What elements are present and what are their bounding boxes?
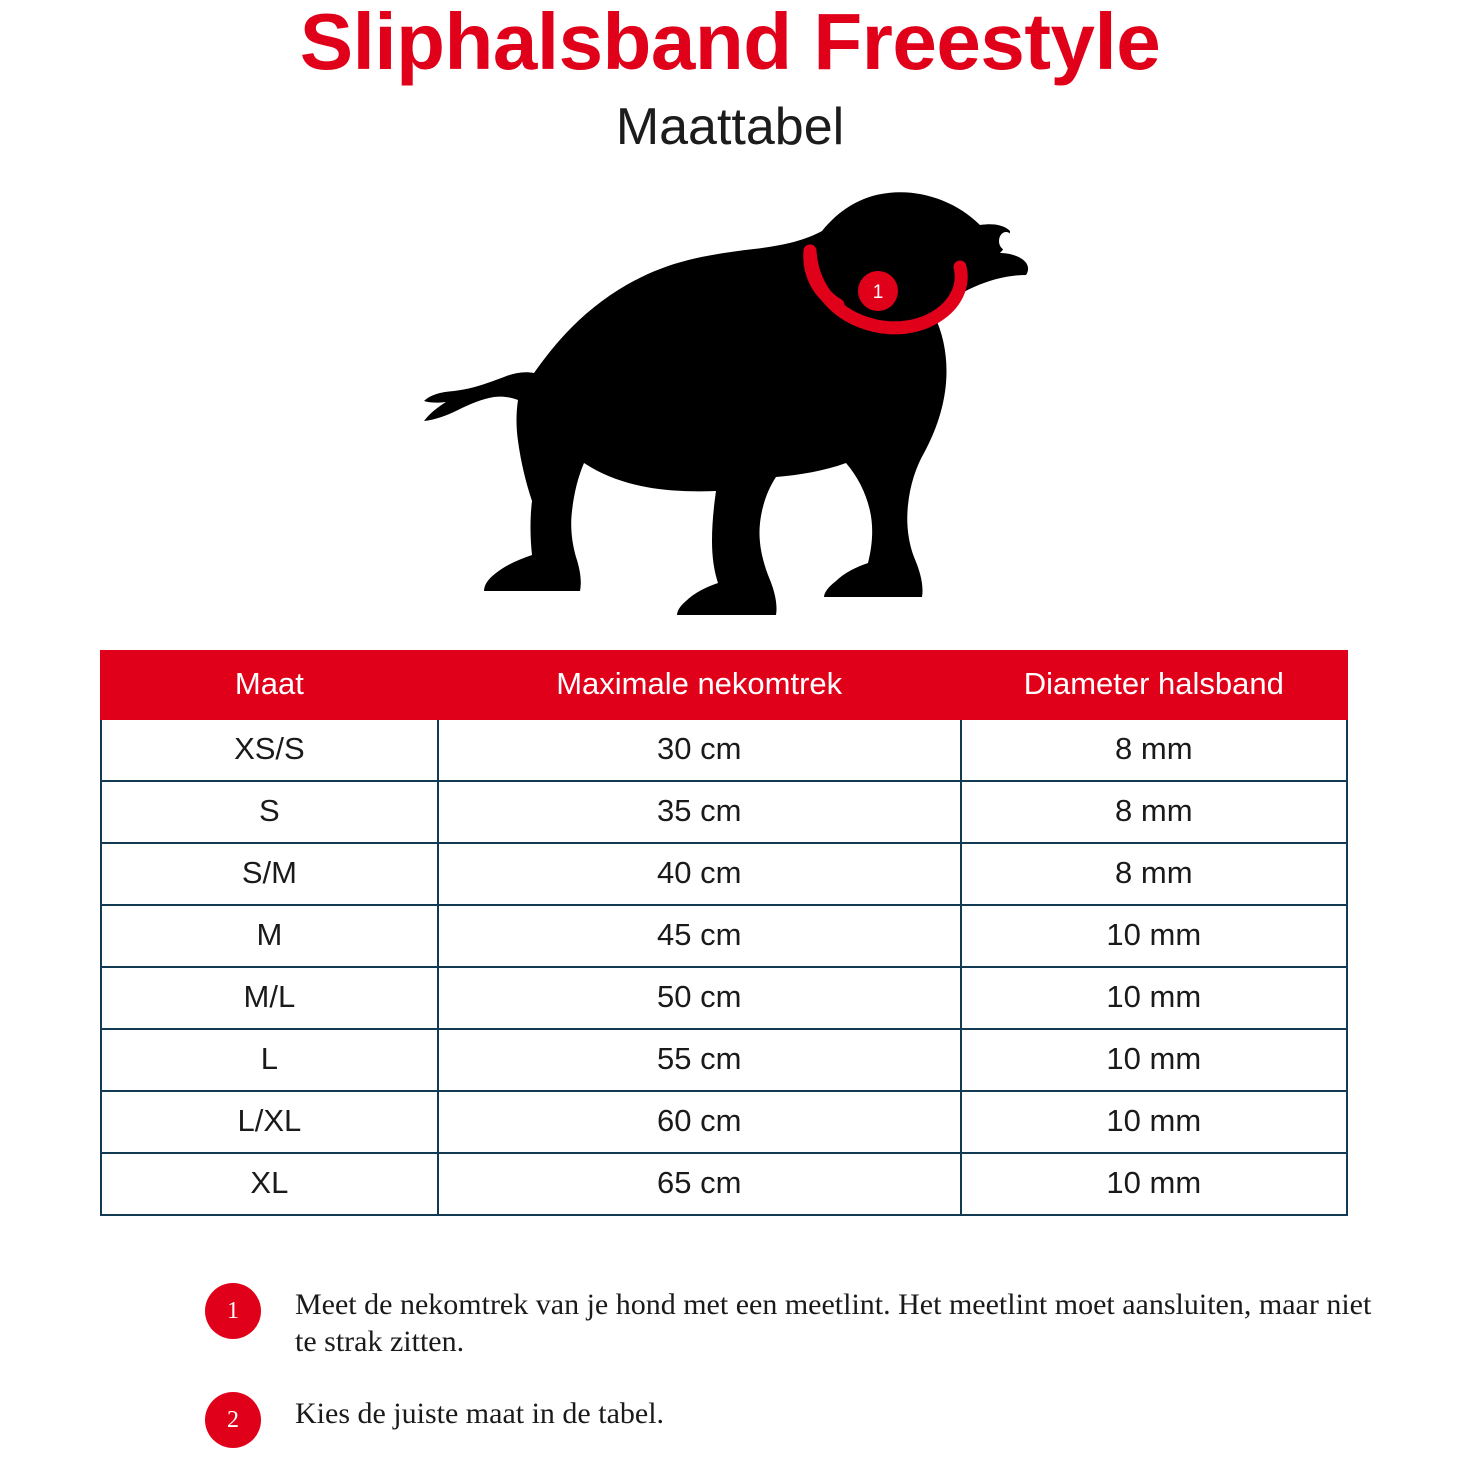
table-row bbox=[101, 905, 1347, 967]
size-table bbox=[100, 650, 1348, 1216]
page-subtitle: Maattabel bbox=[615, 98, 845, 156]
cell-neck: 35 cm bbox=[438, 781, 961, 843]
svg-text:1: 1 bbox=[872, 281, 884, 303]
page-title: Sliphalsband Freestyle bbox=[299, 0, 1161, 86]
cell-neck: 30 cm bbox=[438, 719, 961, 781]
table-header-row bbox=[101, 651, 1347, 719]
cell-size: S/M bbox=[101, 843, 438, 905]
table-row bbox=[101, 719, 1347, 781]
dog-silhouette-icon bbox=[420, 145, 1040, 615]
table-row bbox=[101, 781, 1347, 843]
cell-diameter: 8 mm bbox=[961, 781, 1347, 843]
cell-diameter: 10 mm bbox=[961, 967, 1347, 1029]
table-header-size: Maat bbox=[101, 651, 438, 719]
cell-neck: 50 cm bbox=[438, 967, 961, 1029]
cell-diameter: 10 mm bbox=[961, 1153, 1347, 1215]
cell-diameter: 8 mm bbox=[961, 843, 1347, 905]
step-text-1: Meet de nekomtrek van je hond met een meetlint. Het meetlint moet aansluiten, maar niet te strak zitten. bbox=[295, 1288, 1372, 1358]
step-text-2: Kies de juiste maat in de tabel. bbox=[295, 1397, 665, 1431]
table-header-neck: Maximale nekomtrek bbox=[438, 651, 961, 719]
cell-diameter: 10 mm bbox=[961, 905, 1347, 967]
table-row bbox=[101, 1153, 1347, 1215]
table-header-diameter: Diameter halsband bbox=[961, 651, 1347, 719]
cell-size: M bbox=[101, 905, 438, 967]
cell-neck: 65 cm bbox=[438, 1153, 961, 1215]
cell-size: L bbox=[101, 1029, 438, 1091]
cell-neck: 40 cm bbox=[438, 843, 961, 905]
cell-neck: 45 cm bbox=[438, 905, 961, 967]
size-table-container bbox=[100, 650, 1348, 1216]
cell-size: M/L bbox=[101, 967, 438, 1029]
instructions-list bbox=[205, 1283, 1385, 1480]
cell-size: XS/S bbox=[101, 719, 438, 781]
cell-diameter: 10 mm bbox=[961, 1029, 1347, 1091]
table-row bbox=[101, 843, 1347, 905]
step-badge-2: 2 bbox=[205, 1392, 261, 1448]
dog-illustration bbox=[0, 145, 1460, 615]
cell-neck: 55 cm bbox=[438, 1029, 961, 1091]
cell-neck: 60 cm bbox=[438, 1091, 961, 1153]
table-row bbox=[101, 1029, 1347, 1091]
cell-size: L/XL bbox=[101, 1091, 438, 1153]
list-item bbox=[205, 1283, 1385, 1360]
table-row bbox=[101, 1091, 1347, 1153]
cell-size: S bbox=[101, 781, 438, 843]
table-row bbox=[101, 967, 1347, 1029]
step-badge-1: 1 bbox=[205, 1283, 261, 1339]
cell-diameter: 8 mm bbox=[961, 719, 1347, 781]
list-item bbox=[205, 1392, 1385, 1448]
cell-size: XL bbox=[101, 1153, 438, 1215]
cell-diameter: 10 mm bbox=[961, 1091, 1347, 1153]
